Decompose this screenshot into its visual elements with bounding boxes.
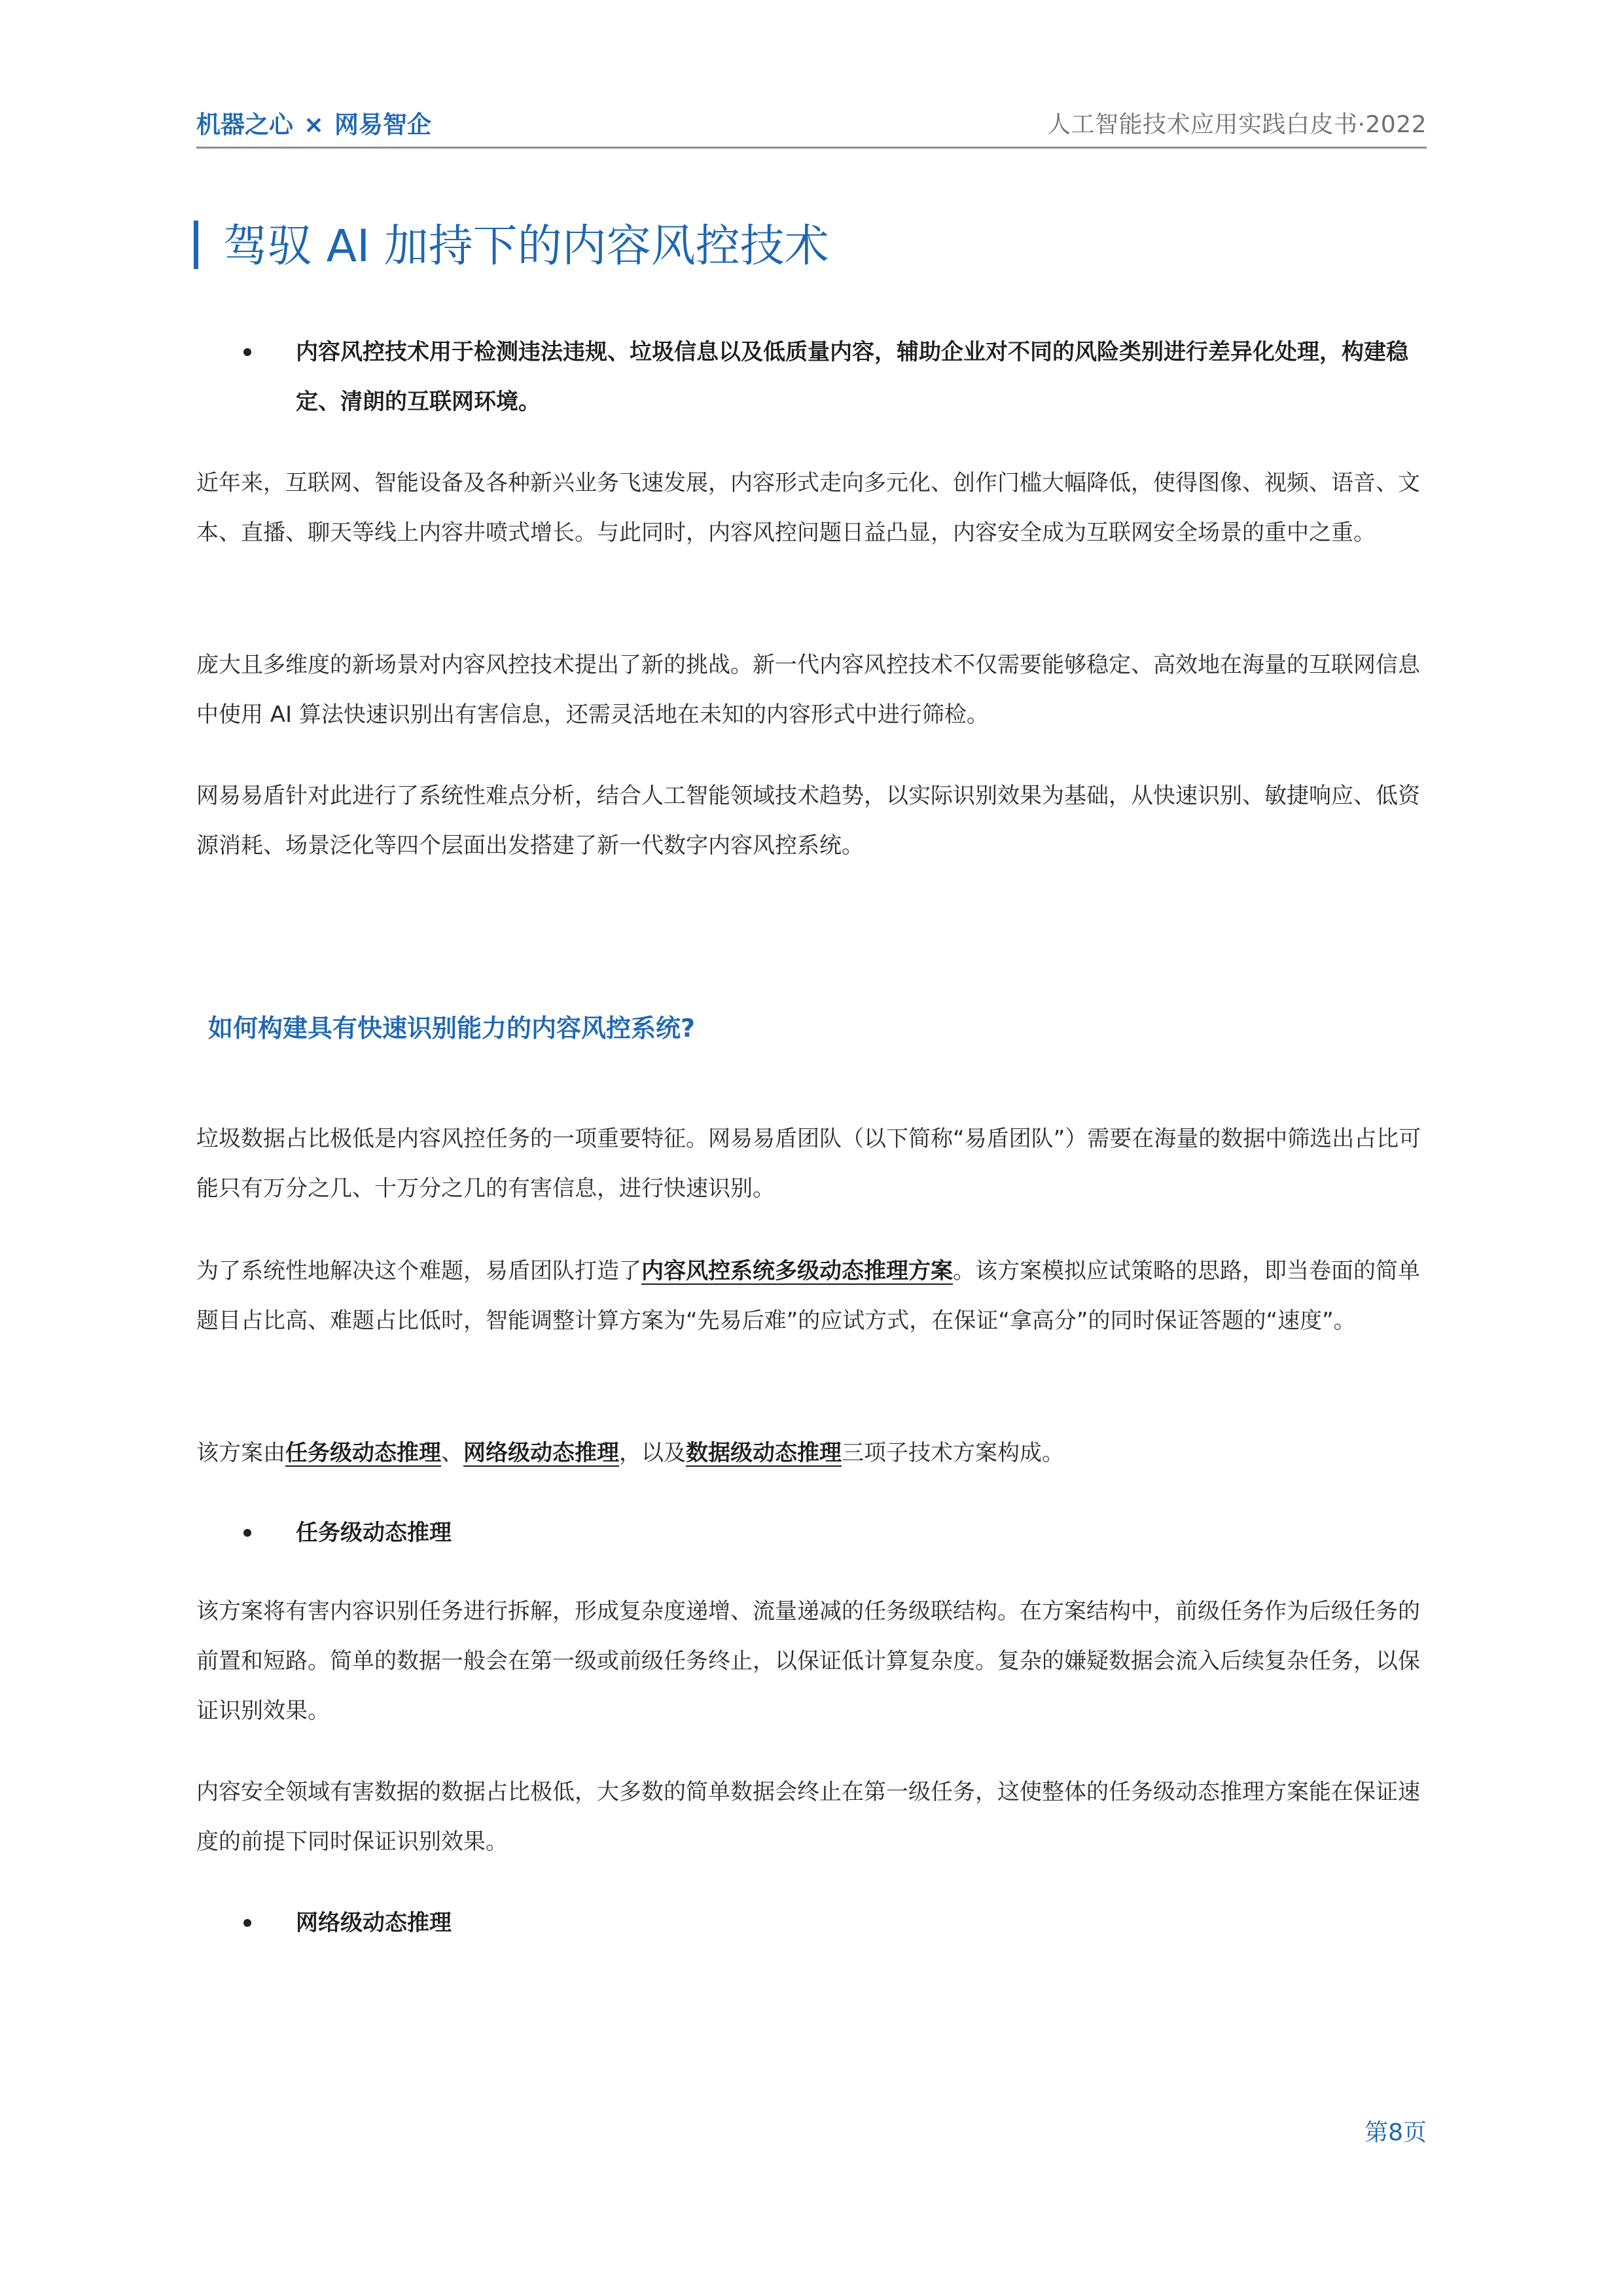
heading-accent-bar [194, 221, 198, 269]
paragraph-6 [196, 1428, 1427, 1478]
p6-text-4: 三项子技术方案构成。 [842, 1440, 1064, 1466]
bullet-network-level [243, 1898, 1427, 1948]
p6-text-2: 、 [441, 1440, 463, 1466]
paragraph-7: 该方案将有害内容识别任务进行拆解，形成复杂度递增、流量递减的任务级联结构。在方案结构中，前级任务作为后级任务的前置和短路。简单的数据一般会在第一级或前级任务终止，以保证低计算复杂度。复杂的嫌疑数据会流入后续复杂任务，以保证识别效果。 [196, 1598, 1420, 1724]
p6-task-level: 任务级动态推理 [285, 1440, 441, 1466]
paragraph-3: 网易易盾针对此进行了系统性难点分析，结合人工智能领域技术趋势，以实际识别效果为基础，从快速识别、敏捷响应、低资源消耗、场景泛化等四个层面出发搭建了新一代数字内容风控系统。 [196, 783, 1420, 859]
document-title: 人工智能技术应用实践白皮书·2022 [1046, 111, 1427, 138]
brand-separator: × [304, 111, 325, 139]
paragraph-5-emphasis: 内容风控系统多级动态推理方案 [641, 1258, 953, 1284]
brand-jiqizhixin: 机器之心 [196, 111, 293, 139]
page-number: 第8页 [1364, 2119, 1427, 2146]
page-header [196, 98, 1427, 149]
p6-text-3: ，以及 [619, 1440, 686, 1466]
subsection-heading: 如何构建具有快速识别能力的内容风控系统? [208, 1014, 696, 1043]
section-heading-text: 驾驭 AI 加持下的内容风控技术 [223, 221, 829, 272]
bullet-task-level [243, 1508, 1427, 1558]
paragraph-8: 内容安全领域有害数据的数据占比极低，大多数的简单数据会终止在第一级任务，这使整体的任务级动态推理方案能在保证速度的前提下同时保证识别效果。 [196, 1779, 1420, 1855]
p6-network-level: 网络级动态推理 [463, 1440, 619, 1466]
intro-bullet-text: 内容风控技术用于检测违法违规、垃圾信息以及低质量内容，辅助企业对不同的风险类别进行差异化处理，构建稳定、清朗的互联网环境。 [296, 339, 1408, 415]
brand-logo-text [196, 105, 431, 140]
p6-data-level: 数据级动态推理 [686, 1440, 842, 1466]
p6-text-1: 该方案由 [196, 1440, 285, 1466]
paragraph-5-after: 。该方案模拟应试策略的思路，即当卷面的简单题目占比高、难题占比低时，智能调整计算方案为“先易后难”的应试方式，在保证“拿高分”的同时保证答题的“速度”。 [196, 1258, 1420, 1334]
paragraph-4: 垃圾数据占比极低是内容风控任务的一项重要特征。网易易盾团队（以下简称“易盾团队”）需要在海量的数据中筛选出占比可能只有万分之几、十万分之几的有害信息，进行快速识别。 [196, 1126, 1421, 1202]
bullet-dot-icon [243, 1919, 251, 1927]
bullet-dot-icon [243, 1529, 251, 1537]
intro-bullet [243, 327, 1427, 427]
paragraph-5 [196, 1246, 1427, 1346]
brand-netease: 网易智企 [334, 111, 432, 139]
bullet-dot-icon [243, 348, 251, 356]
bullet-task-level-text: 任务级动态推理 [296, 1520, 452, 1546]
paragraph-2: 庞大且多维度的新场景对内容风控技术提出了新的挑战。新一代内容风控技术不仅需要能够稳定、高效地在海量的互联网信息中使用 AI 算法快速识别出有害信息，还需灵活地在未知的内容形式中进行筛检。 [196, 652, 1420, 728]
section-heading [194, 211, 829, 274]
paragraph-5-before: 为了系统性地解决这个难题，易盾团队打造了 [196, 1258, 641, 1284]
bullet-network-level-text: 网络级动态推理 [296, 1910, 452, 1936]
paragraph-1: 近年来，互联网、智能设备及各种新兴业务飞速发展，内容形式走向多元化、创作门槛大幅降低，使得图像、视频、语音、文本、直播、聊天等线上内容井喷式增长。与此同时，内容风控问题日益凸显，内容安全成为互联网安全场景的重中之重。 [196, 470, 1420, 546]
